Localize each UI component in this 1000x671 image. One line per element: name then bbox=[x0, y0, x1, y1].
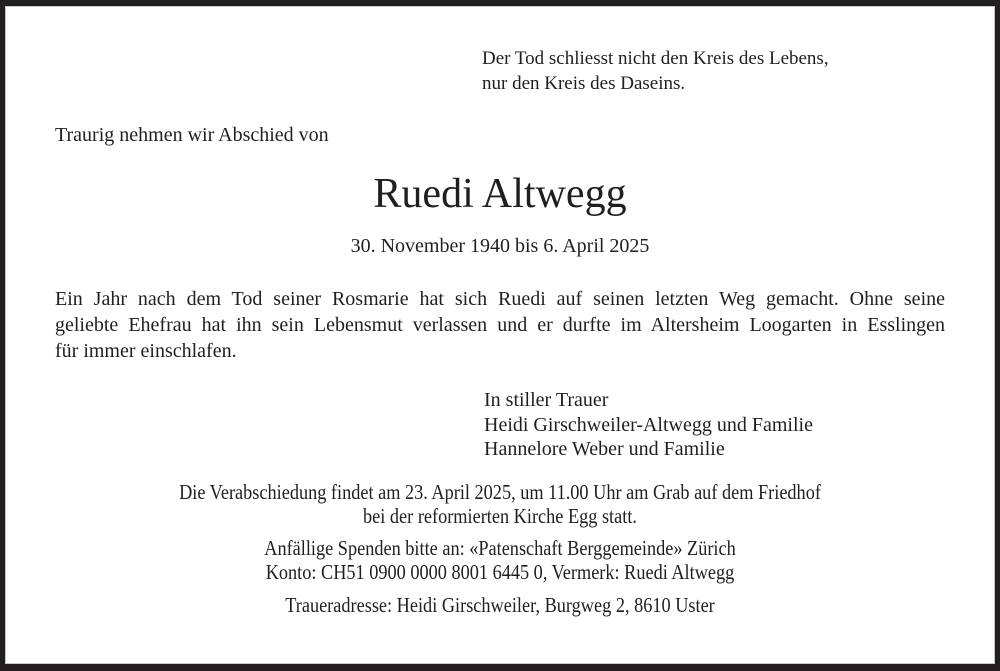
deceased-name: Ruedi Altwegg bbox=[373, 171, 627, 217]
obituary-paragraph bbox=[55, 286, 945, 364]
donation-info-line: Anfällige Spenden bitte an: «Patenschaft Berggemeinde» Zürich bbox=[264, 536, 736, 560]
mourner-name: Hannelore Weber und Familie bbox=[484, 438, 725, 460]
donation-info bbox=[71, 537, 929, 584]
mourner-name: Heidi Girschweiler-Altwegg und Familie bbox=[484, 413, 813, 436]
obituary-line: Ein Jahr nach dem Tod seiner Rosmarie hat sich Ruedi auf seinen letzten Weg gemacht. Ohne seine bbox=[55, 288, 945, 310]
obituary-line: für immer einschlafen. bbox=[55, 340, 237, 362]
funeral-info-line: bei der reformierten Kirche Egg statt. bbox=[363, 504, 637, 528]
memorial-quote bbox=[482, 46, 829, 96]
donation-account-line: Konto: CH51 0900 0000 8001 6445 0, Vermerk: Ruedi Altwegg bbox=[265, 559, 735, 584]
memorial-quote-line: nur den Kreis des Daseins. bbox=[482, 73, 686, 94]
mourners-heading: In stiller Trauer bbox=[484, 389, 609, 411]
funeral-info bbox=[71, 480, 929, 528]
life-dates: 30. November 1940 bis 6. April 2025 bbox=[350, 235, 650, 257]
obituary-line: geliebte Ehefrau hat ihn sein Lebensmut verlassen und er durfte im Altersheim Loogarten in Esslingen bbox=[55, 314, 945, 336]
funeral-info-line: Die Verabschiedung findet am 23. April 2025, um 11.00 Uhr am Grab auf dem Friedhof bbox=[179, 480, 821, 504]
mourners-list bbox=[484, 388, 813, 462]
intro-line: Traurig nehmen wir Abschied von bbox=[55, 124, 329, 146]
memorial-quote-line: Der Tod schliesst nicht den Kreis des Lebens, bbox=[482, 48, 829, 69]
mourning-address: Traueradresse: Heidi Girschweiler, Burgweg 2, 8610 Uster bbox=[285, 593, 715, 617]
